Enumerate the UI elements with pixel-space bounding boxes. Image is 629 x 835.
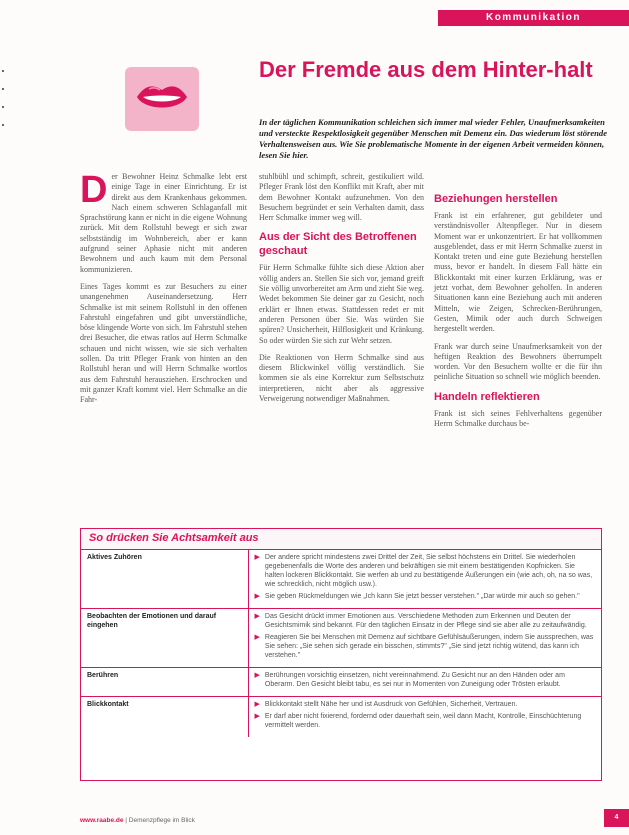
list-item: ▶ Er darf aber nicht fixierend, fordernd oder dauerhaft sein, weil dann Macht, Kontrolle, Einschüchterung vermittelt werden. xyxy=(254,713,582,729)
section-logo xyxy=(125,67,199,131)
row-label: Blickkontakt xyxy=(81,697,248,738)
bullet-triangle-icon: ▶ xyxy=(254,713,260,720)
table-row xyxy=(81,550,601,609)
article-intro: In der täglichen Kommunikation schleichen sich immer mal wieder Fehler, Unaufmerksamkeiten und versteckte Respektlosigkeit gegenüber Menschen mit Demenz ein. Das wiederum löst störende Verhaltensweisen aus. Wie Sie problematische Momente in der eigenen Arbeit vermeiden können, lesen Sie hier. xyxy=(259,117,608,160)
subheading: Handeln reflektieren xyxy=(434,390,540,403)
column-1 xyxy=(80,169,247,413)
list-item: ▶ Berührungen vorsichtig einsetzen, nicht vereinnahmend. Zu Gesicht nur an den Händen oder am Oberarm. Den Gesicht bleibt tabu, es sei nur in Momenten von Zuneigung oder Trösten erlaubt. xyxy=(254,672,565,688)
paragraph: stuhlbühl und schimpft, schreit, gestikuliert wild. Pfleger Frank löst den Konflikt mit Kraft, aber mit dem Bewohner Kontakt aufzunehmen. Von den Besuchern begründet er sein Verhalten damit, dass Herr Schmalke immer weg will. xyxy=(259,172,424,223)
bullet-triangle-icon: ▶ xyxy=(254,701,260,708)
table-row xyxy=(81,609,601,668)
paragraph: Frank ist sich seines Fehlverhaltens gegenüber Herrn Schmalke durchaus be- xyxy=(434,408,602,429)
subheading: Aus der Sicht des Betroffenen geschaut xyxy=(259,231,417,258)
bullet-triangle-icon: ▶ xyxy=(254,672,260,679)
article-title: Der Fremde aus dem Hinter-halt xyxy=(259,57,593,82)
list-item: ▶ Sie geben Rückmeldungen wie „Ich kann Sie jetzt besser verstehen." „Dar würde mir auch so gehen." xyxy=(254,593,580,600)
row-label: Berühren xyxy=(81,668,248,697)
page-number: 4 xyxy=(604,809,629,827)
list-item: ▶ Reagieren Sie bei Menschen mit Demenz auf sichtbare Gefühlsäußerungen, indem Sie aussprechen, was Sie sehen: „Sie sehen sich gerade ein bisschen, stimmts?" „Sie sind jetzt richtig wütend, das kann ich verstehen." xyxy=(254,634,594,659)
row-label: Aktives Zuhören xyxy=(81,550,248,609)
publication-name: | Demenzpflege im Blick xyxy=(123,817,195,824)
paragraph: Frank ist ein erfahrener, gut gebildeter und verständnisvoller Altenpfleger. Nur in diesem Moment war er unkonzentriert. Er hat vollkommen ausgeblendet, dass er mit Herrn Schmalke zuerst in Kontakt treten und eine gute Beziehung herstellen muss, bevor er handelt. In diesem Fall hätte ein Blickkontakt mit einer kurzen Erklärung, was er jetzt vorhat, dem Bewohner geholfen. In anderen Situationen kann eine Beziehung auch mit anderen Mitteln, wie Zeigen, Schrecken-Berührungen, Gesten, Mimik oder auch durch Schweigen hergestellt werden. xyxy=(434,211,602,334)
bullet-triangle-icon: ▶ xyxy=(254,593,260,600)
tips-box xyxy=(80,528,602,781)
bullet-triangle-icon: ▶ xyxy=(254,613,260,620)
margin-marks xyxy=(2,70,5,142)
bullet-triangle-icon: ▶ xyxy=(254,554,260,561)
list-item: ▶ Der andere spricht mindestens zwei Drittel der Zeit, Sie selbst höchstens ein Drittel. Sie wiederholen gegebenenfalls die Worte des anderen und bekräftigen sie mit einem bestätigenden Kopfnicken. Sie halten lockeren Blickkontakt. Sie werfen ab und zu bestätigende Äußerungen ein (wie ach, oh, na so was, wie schrecklich, nicht möglich usw.). xyxy=(254,554,593,588)
drop-cap: D xyxy=(80,169,108,211)
table-row xyxy=(81,668,601,697)
paragraph: Für Herrn Schmalke fühlte sich diese Aktion aber völlig anders an. Stellen Sie sich vor, jemand greift Sie völlig unvorbereitet am Arm und zieht Sie weg. Wedet bekommen Sie deiner gar zu Gesicht, noch erklärt er Ihnen etwas. Stattdessen redet er mit anderen Personen über Sie. Was würden Sie spüren? Unsicherheit, Hilflosigkeit und Kränkung. So oder würden Sie sich zur Wehr setzen. xyxy=(259,263,424,345)
section-header-band xyxy=(438,10,629,26)
column-2 xyxy=(259,172,424,411)
section-label: Kommunikation xyxy=(485,12,582,23)
bullet-triangle-icon: ▶ xyxy=(254,634,260,641)
row-label: Beobachten der Emotionen und darauf eingehen xyxy=(81,609,248,668)
paragraph: er Bewohner Heinz Schmalke lebt erst einige Tage in einer Einrichtung. Er ist direkt aus dem Krankenhaus gekommen. Nach einem schweren Schlaganfall mit Sprachstörung kann er nicht in die eigene Wohnung zurück. Mit dem Rollstuhl bewegt er sich zwar selbstständig im Wohnbereich, aber er kann aufgrund seiner Aphasie nicht mit anderen Bewohnern und auch kaum mit dem Personal kommunizieren. xyxy=(80,172,247,274)
paragraph: Eines Tages kommt es zur Besuchers zu einer unangenehmen Auseinandersetzung. Herr Schmalke ist mit seinem Rollstuhl in den offenen Fahrstuhl eingefahren und gibt unverständliche, böse klingende Worte von sich. Im Fahrstuhl stehen drei Besucher, die etwas ratlos auf Herrn Schmalke schauen und nicht wissen, wie sie sich verhalten sollen. Da tritt Pfleger Frank von hinten an den Rollstuhl heran und will Herrn Schmalke wortlos aus dem Fahrstuhl herausziehen. Erschrocken und mit ganzer Kraft kommt viel. Herr Schmalke an die Fahr- xyxy=(80,281,247,405)
paragraph: Frank war durch seine Unaufmerksamkeit von der heftigen Reaktion des Bewohners überrumpelt worden. Vor den Besuchern wollte er die für ihn peinliche Situation so schnell wie möglich beenden. xyxy=(434,341,602,382)
lips-icon xyxy=(135,81,189,115)
publisher-link[interactable]: www.raabe.de xyxy=(80,817,124,824)
paragraph: Die Reaktionen von Herrn Schmalke sind aus diesem Blickwinkel völlig verständlich. Sie kommen sie als eine Korrektur zum Selbstschutz interpretieren, nicht aber als aggressive Verweigerung notwendiger Maßnahmen. xyxy=(259,352,424,404)
subheading: Beziehungen herstellen xyxy=(434,193,558,205)
table-row xyxy=(81,697,601,738)
list-item: ▶ Das Gesicht drückt immer Emotionen aus. Verschiedene Methoden zum Erkennen und Deuten der Gesichtsmimik sind bekannt. Für den täglichen Einsatz in der Pflege sind sie aber alle zu zeitaufwändig. xyxy=(254,613,587,629)
tips-box-title: So drücken Sie Achtsamkeit aus xyxy=(81,529,601,550)
page-footer xyxy=(80,817,195,824)
tips-table xyxy=(81,550,601,737)
column-3 xyxy=(434,192,602,436)
list-item: ▶ Blickkontakt stellt Nähe her und ist Ausdruck von Gefühlen, Sicherheit, Vertrauen. xyxy=(254,701,518,708)
